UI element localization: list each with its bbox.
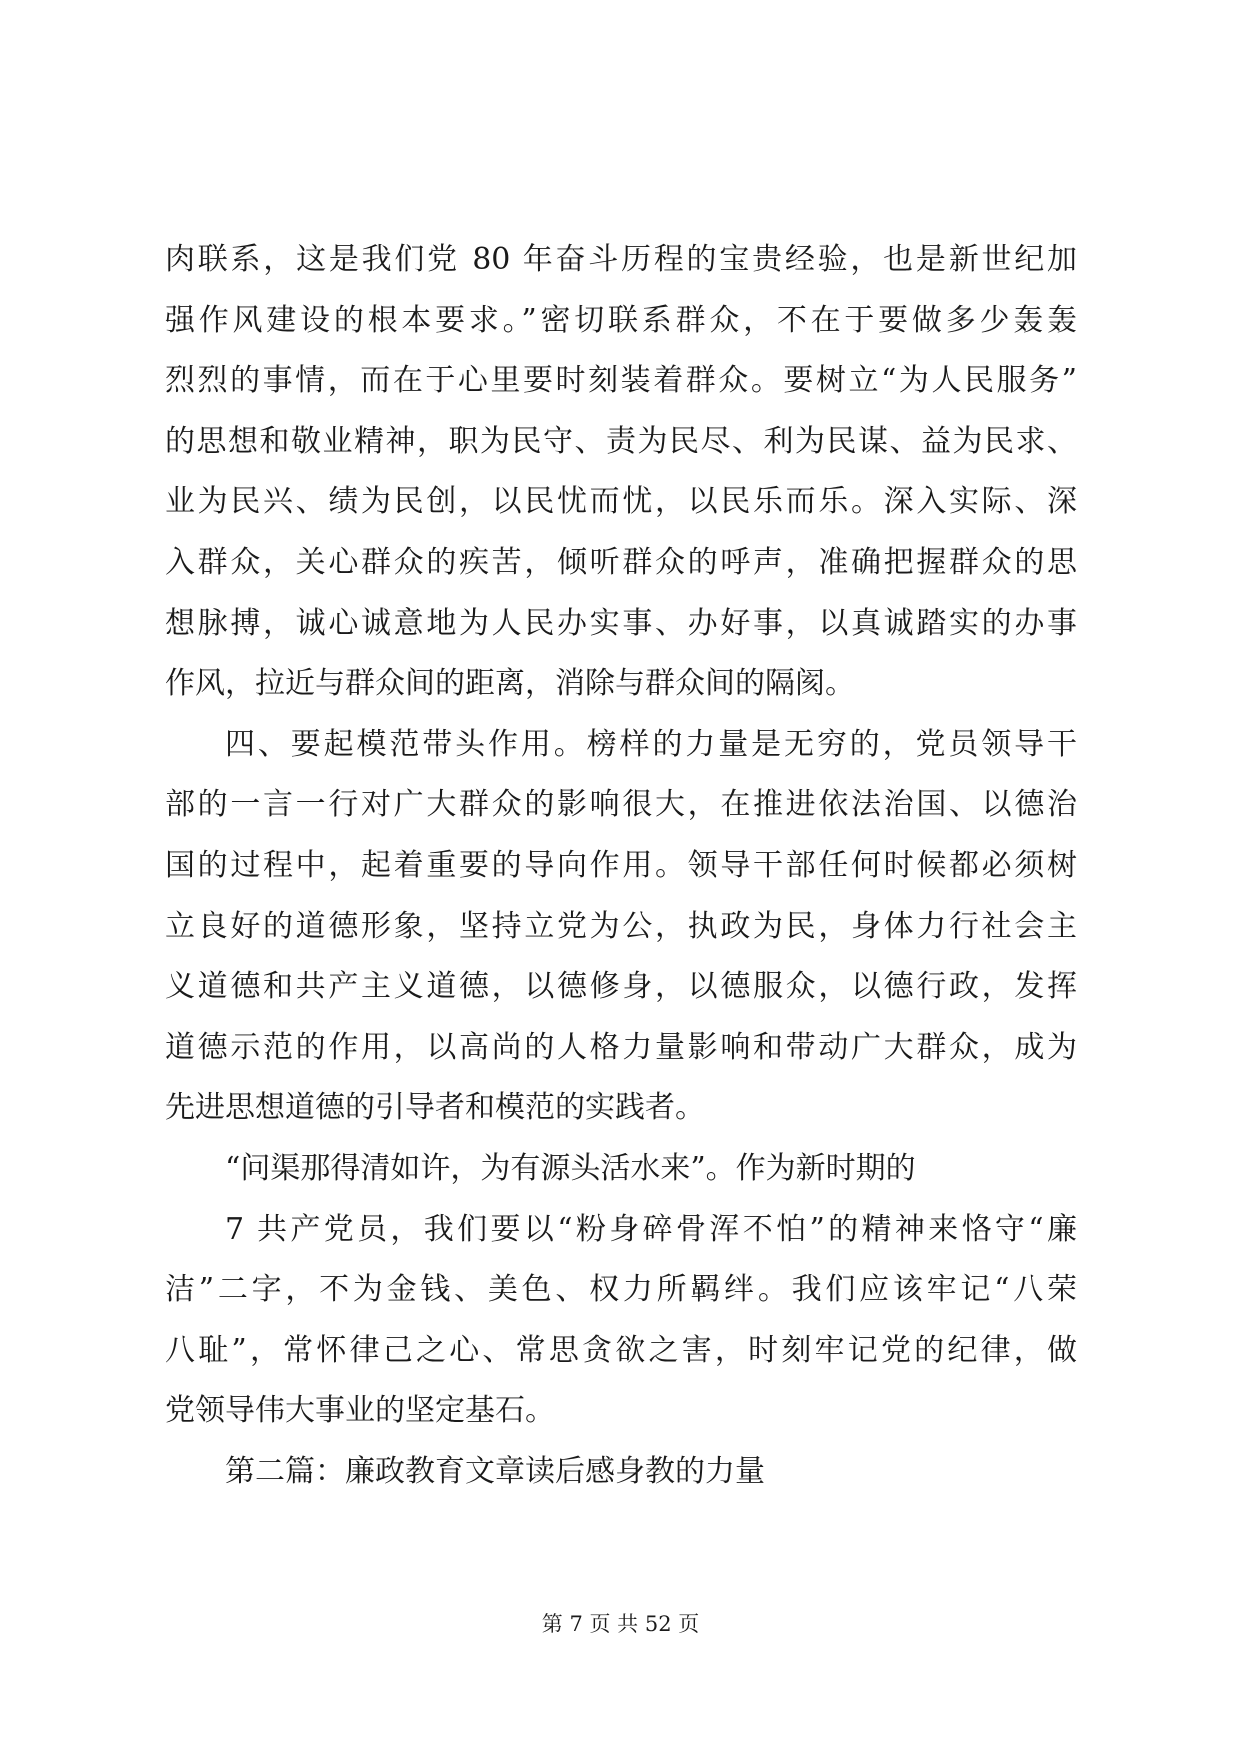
text-line: 道德示范的作用，以高尚的人格力量影响和带动广大群众，成为 xyxy=(165,1029,1077,1065)
text-line: “问渠那得清如许，为有源头活水来”。作为新时期的 xyxy=(225,1150,916,1186)
text-line: 四、要起模范带头作用。榜样的力量是无穷的，党员领导干 xyxy=(225,726,1077,762)
text-line: 入群众，关心群众的疾苦，倾听群众的呼声，准确把握群众的思 xyxy=(165,544,1077,580)
text-line: 7 共产党员，我们要以“粉身碎骨浑不怕”的精神来恪守“廉 xyxy=(225,1211,1077,1247)
text-line: 烈烈的事情，而在于心里要时刻装着群众。要树立“为人民服务” xyxy=(165,363,1077,399)
document-body xyxy=(165,230,1077,1502)
text-line: 洁”二字，不为金钱、美色、权力所羁绊。我们应该牢记“八荣 xyxy=(165,1272,1077,1308)
text-line: 先进思想道德的引导者和模范的实践者。 xyxy=(165,1090,705,1126)
text-line: 国的过程中，起着重要的导向作用。领导干部任何时候都必须树 xyxy=(165,847,1077,883)
text-line: 作风，拉近与群众间的距离，消除与群众间的隔阂。 xyxy=(165,666,855,702)
page-footer: 第 7 页 共 52 页 xyxy=(541,1612,700,1636)
text-line: 强作风建设的根本要求。”密切联系群众，不在于要做多少轰轰 xyxy=(165,302,1077,338)
text-line: 义道德和共产主义道德，以德修身，以德服众，以德行政，发挥 xyxy=(165,969,1077,1005)
text-line: 肉联系，这是我们党 80 年奋斗历程的宝贵经验，也是新世纪加 xyxy=(165,242,1077,277)
text-line: 党领导伟大事业的坚定基石。 xyxy=(165,1393,555,1429)
text-line: 想脉搏，诚心诚意地为人民办实事、办好事，以真诚踏实的办事 xyxy=(165,605,1077,641)
section-heading: 第二篇：廉政教育文章读后感身教的力量 xyxy=(225,1453,765,1489)
text-line: 的思想和敬业精神，职为民守、责为民尽、利为民谋、益为民求、 xyxy=(165,423,1077,459)
text-line: 立良好的道德形象，坚持立党为公，执政为民，身体力行社会主 xyxy=(165,908,1077,944)
text-line: 业为民兴、绩为民创，以民忧而忧，以民乐而乐。深入实际、深 xyxy=(165,484,1077,520)
text-line: 部的一言一行对广大群众的影响很大，在推进依法治国、以德治 xyxy=(165,787,1077,823)
text-line: 八耻”，常怀律己之心、常思贪欲之害，时刻牢记党的纪律，做 xyxy=(165,1332,1077,1368)
